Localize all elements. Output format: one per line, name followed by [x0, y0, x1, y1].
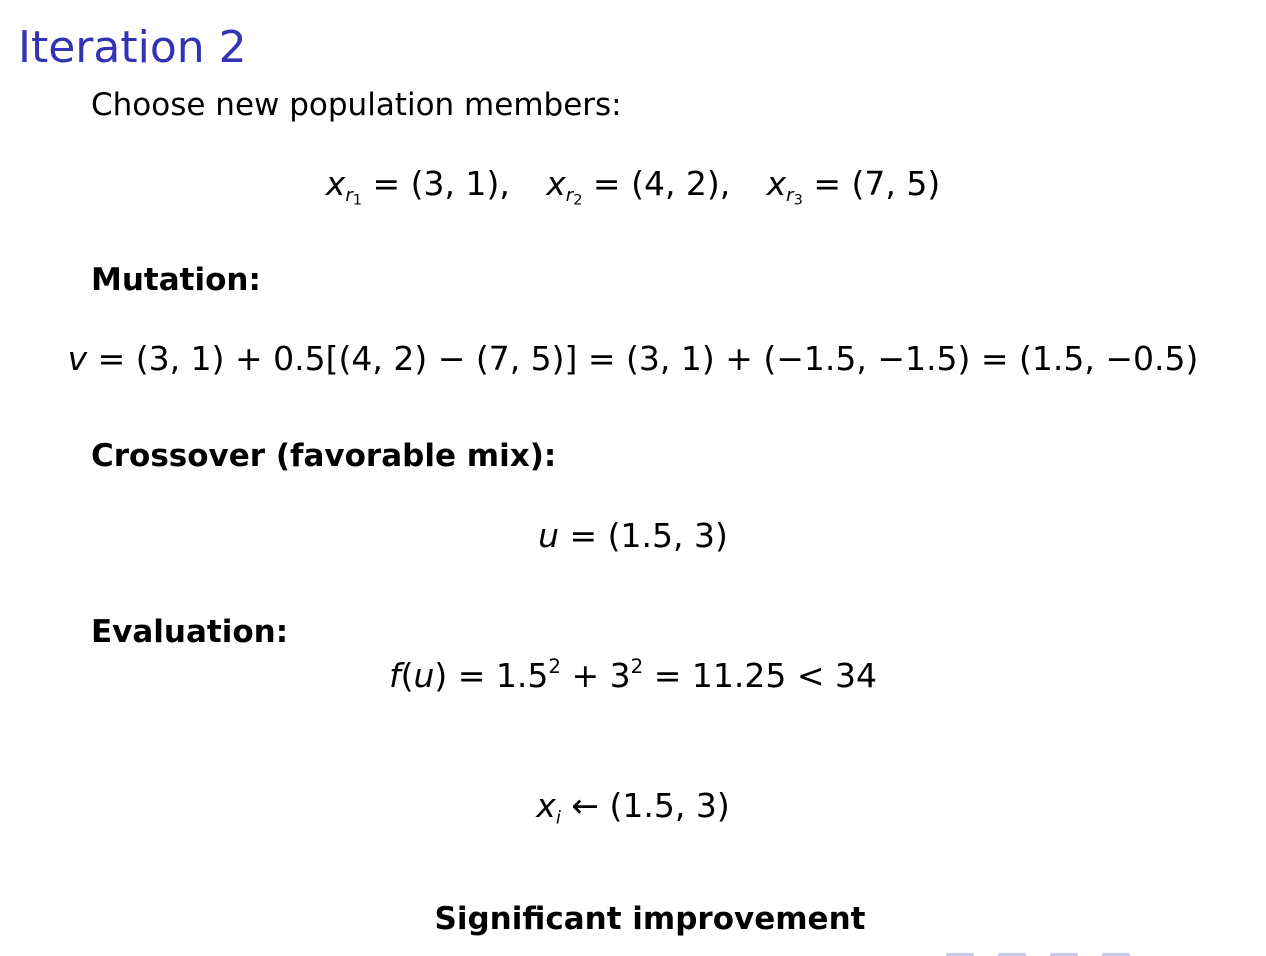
evaluation-tail: = 11.25 < 34 [643, 656, 877, 695]
mutation-expression: = (3, 1) + 0.5[(4, 2) − (7, 5)] = (3, 1) + (−1.5, −1.5) = (1.5, −0.5) [97, 339, 1199, 378]
evaluation-equation: $f(u) = 1.5^2 + 3^2 = 11.25 < 34$ [389, 655, 877, 695]
member-r3-value: (7, 5) [851, 164, 941, 203]
member-r1-value: (3, 1), [410, 164, 510, 203]
evaluation-f-part: ) = 1.5 [434, 656, 549, 695]
crossover-heading: Crossover (favorable mix): [91, 438, 557, 474]
beamer-navigation-bar[interactable] [946, 948, 1266, 956]
conclusion-text: Significant improvement [434, 901, 866, 937]
population-members-equation: $x_{r_1} = (3$, 1), $x_{r_2} = (4$, 2), $x_{r_3} = (7$, 5) [325, 164, 941, 209]
crossover-equation: u = (1.5, 3) [538, 516, 728, 555]
mutation-equation: v = (3, 1) + 0.5[(4, 2) − (7, 5)] = (3, 1) + (−1.5, −1.5) = (1.5, −0.5) [67, 339, 1199, 378]
intro-text: Choose new population members: [91, 87, 622, 123]
slide-title: Iteration 2 [18, 22, 247, 73]
assignment-expression: ← (1.5, 3) [560, 786, 730, 825]
mutation-heading: Mutation: [91, 262, 261, 298]
evaluation-heading: Evaluation: [91, 614, 289, 650]
member-r2-value: (4, 2), [631, 164, 731, 203]
crossover-expression: = (1.5, 3) [569, 516, 728, 555]
evaluation-plus-part: + 3 [561, 656, 631, 695]
assignment-equation: $x_i$ ← (1.5, 3) [536, 786, 730, 829]
